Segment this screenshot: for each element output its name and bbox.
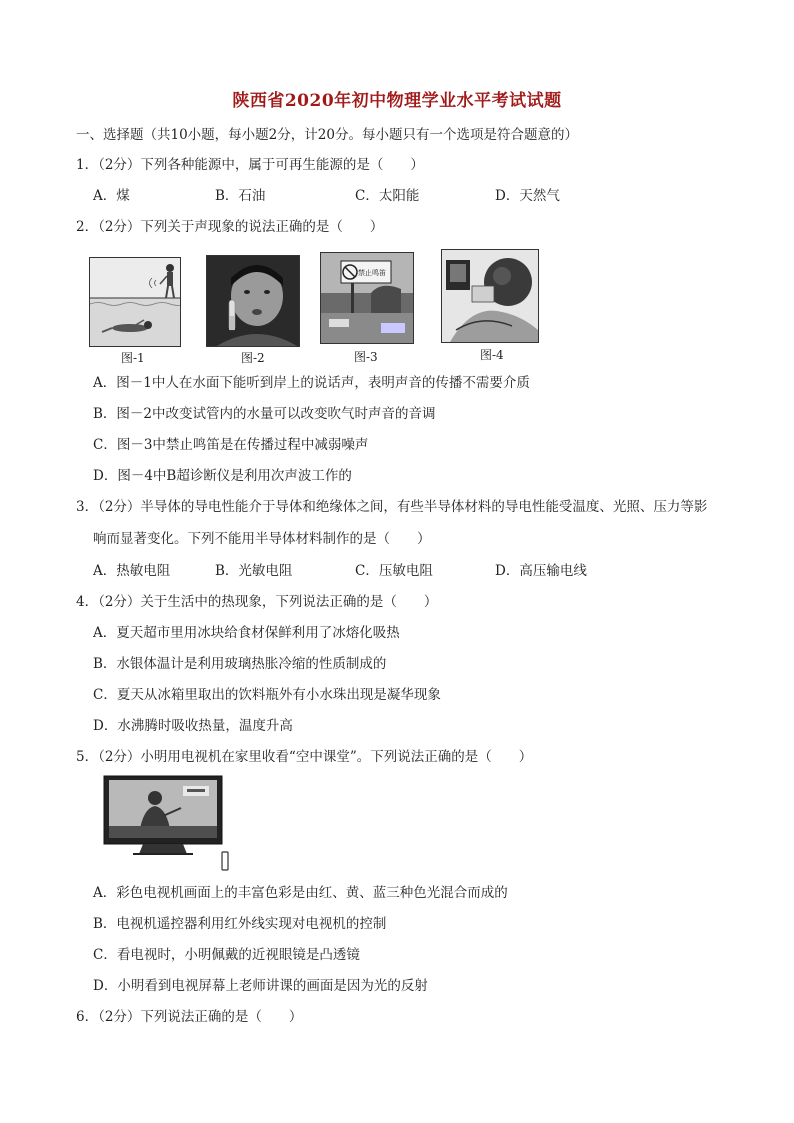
question-1-stem: 1．（2分）下列各种能源中，属于可再生能源的是（ ） xyxy=(76,157,424,173)
figure-1-caption: 图-1 xyxy=(121,351,145,365)
question-1-options xyxy=(93,187,693,205)
question-5-option-c[interactable]: C．看电视时，小明佩戴的近视眼镜是凸透镜 xyxy=(93,947,360,963)
question-3-options xyxy=(93,562,693,580)
question-3-option-d[interactable]: D．高压输电线 xyxy=(495,563,587,579)
question-4-option-b[interactable]: B．水银体温计是利用玻璃热胀冷缩的性质制成的 xyxy=(93,656,387,672)
no-horn-sign-text: 禁止鸣笛 xyxy=(358,269,386,277)
question-1-option-b[interactable]: B．石油 xyxy=(215,188,266,204)
figure-4-caption: 图-4 xyxy=(480,348,504,362)
question-3-option-a[interactable]: A．热敏电阻 xyxy=(93,563,171,579)
figure-3-caption: 图-3 xyxy=(354,350,378,364)
question-3-stem-line-2: 响而显著变化。下列不能用半导体材料制作的是（ ） xyxy=(93,531,431,547)
question-3-stem-line-1: 3．（2分）半导体的导电性能介于导体和绝缘体之间，有些半导体材料的导电性能受温度、光照、压力等影 xyxy=(76,499,708,515)
question-1-option-c[interactable]: C．太阳能 xyxy=(355,188,420,204)
question-3-option-c[interactable]: C．压敏电阻 xyxy=(355,563,433,579)
question-4-option-c[interactable]: C．夏天从冰箱里取出的饮料瓶外有小水珠出现是凝华现象 xyxy=(93,687,441,703)
figure-2-caption: 图-2 xyxy=(241,351,265,365)
question-3-option-b[interactable]: B．光敏电阻 xyxy=(215,563,293,579)
page-title: 陕西省2020年初中物理学业水平考试试题 xyxy=(232,91,562,111)
question-5-option-b[interactable]: B．电视机遥控器利用红外线实现对电视机的控制 xyxy=(93,916,387,932)
question-2-option-a[interactable]: A．图－1中人在水面下能听到岸上的说话声，表明声音的传播不需要介质 xyxy=(93,375,530,391)
question-2-option-b[interactable]: B．图－2中改变试管内的水量可以改变吹气时声音的音调 xyxy=(93,406,436,422)
figure-4-image xyxy=(441,249,539,343)
question-2-option-d[interactable]: D．图－4中B超诊断仪是利用次声波工作的 xyxy=(93,468,352,484)
question-5-stem: 5．（2分）小明用电视机在家里收看“空中课堂”。下列说法正确的是（ ） xyxy=(76,749,533,765)
question-5-option-d[interactable]: D．小明看到电视屏幕上老师讲课的画面是因为光的反射 xyxy=(93,978,428,994)
figure-3-image xyxy=(320,252,414,344)
question-1-option-d[interactable]: D．天然气 xyxy=(495,188,560,204)
figure-5-tv-image xyxy=(103,774,233,874)
question-2-stem: 2．（2分）下列关于声现象的说法正确的是（ ） xyxy=(76,219,384,235)
question-2-option-c[interactable]: C．图－3中禁止鸣笛是在传播过程中减弱噪声 xyxy=(93,437,369,453)
question-4-option-a[interactable]: A．夏天超市里用冰块给食材保鲜利用了冰熔化吸热 xyxy=(93,625,400,641)
question-6-stem: 6．（2分）下列说法正确的是（ ） xyxy=(76,1009,303,1025)
question-4-stem: 4．（2分）关于生活中的热现象，下列说法正确的是（ ） xyxy=(76,594,438,610)
question-1-option-a[interactable]: A．煤 xyxy=(93,188,130,204)
figure-1-image xyxy=(89,257,181,347)
figure-2-image xyxy=(206,255,300,347)
question-4-option-d[interactable]: D．水沸腾时吸收热量，温度升高 xyxy=(93,718,293,734)
question-5-option-a[interactable]: A．彩色电视机画面上的丰富色彩是由红、黄、蓝三种色光混合而成的 xyxy=(93,885,508,901)
section-heading: 一、选择题（共10小题，每小题2分，计20分。每小题只有一个选项是符合题意的） xyxy=(76,127,578,143)
